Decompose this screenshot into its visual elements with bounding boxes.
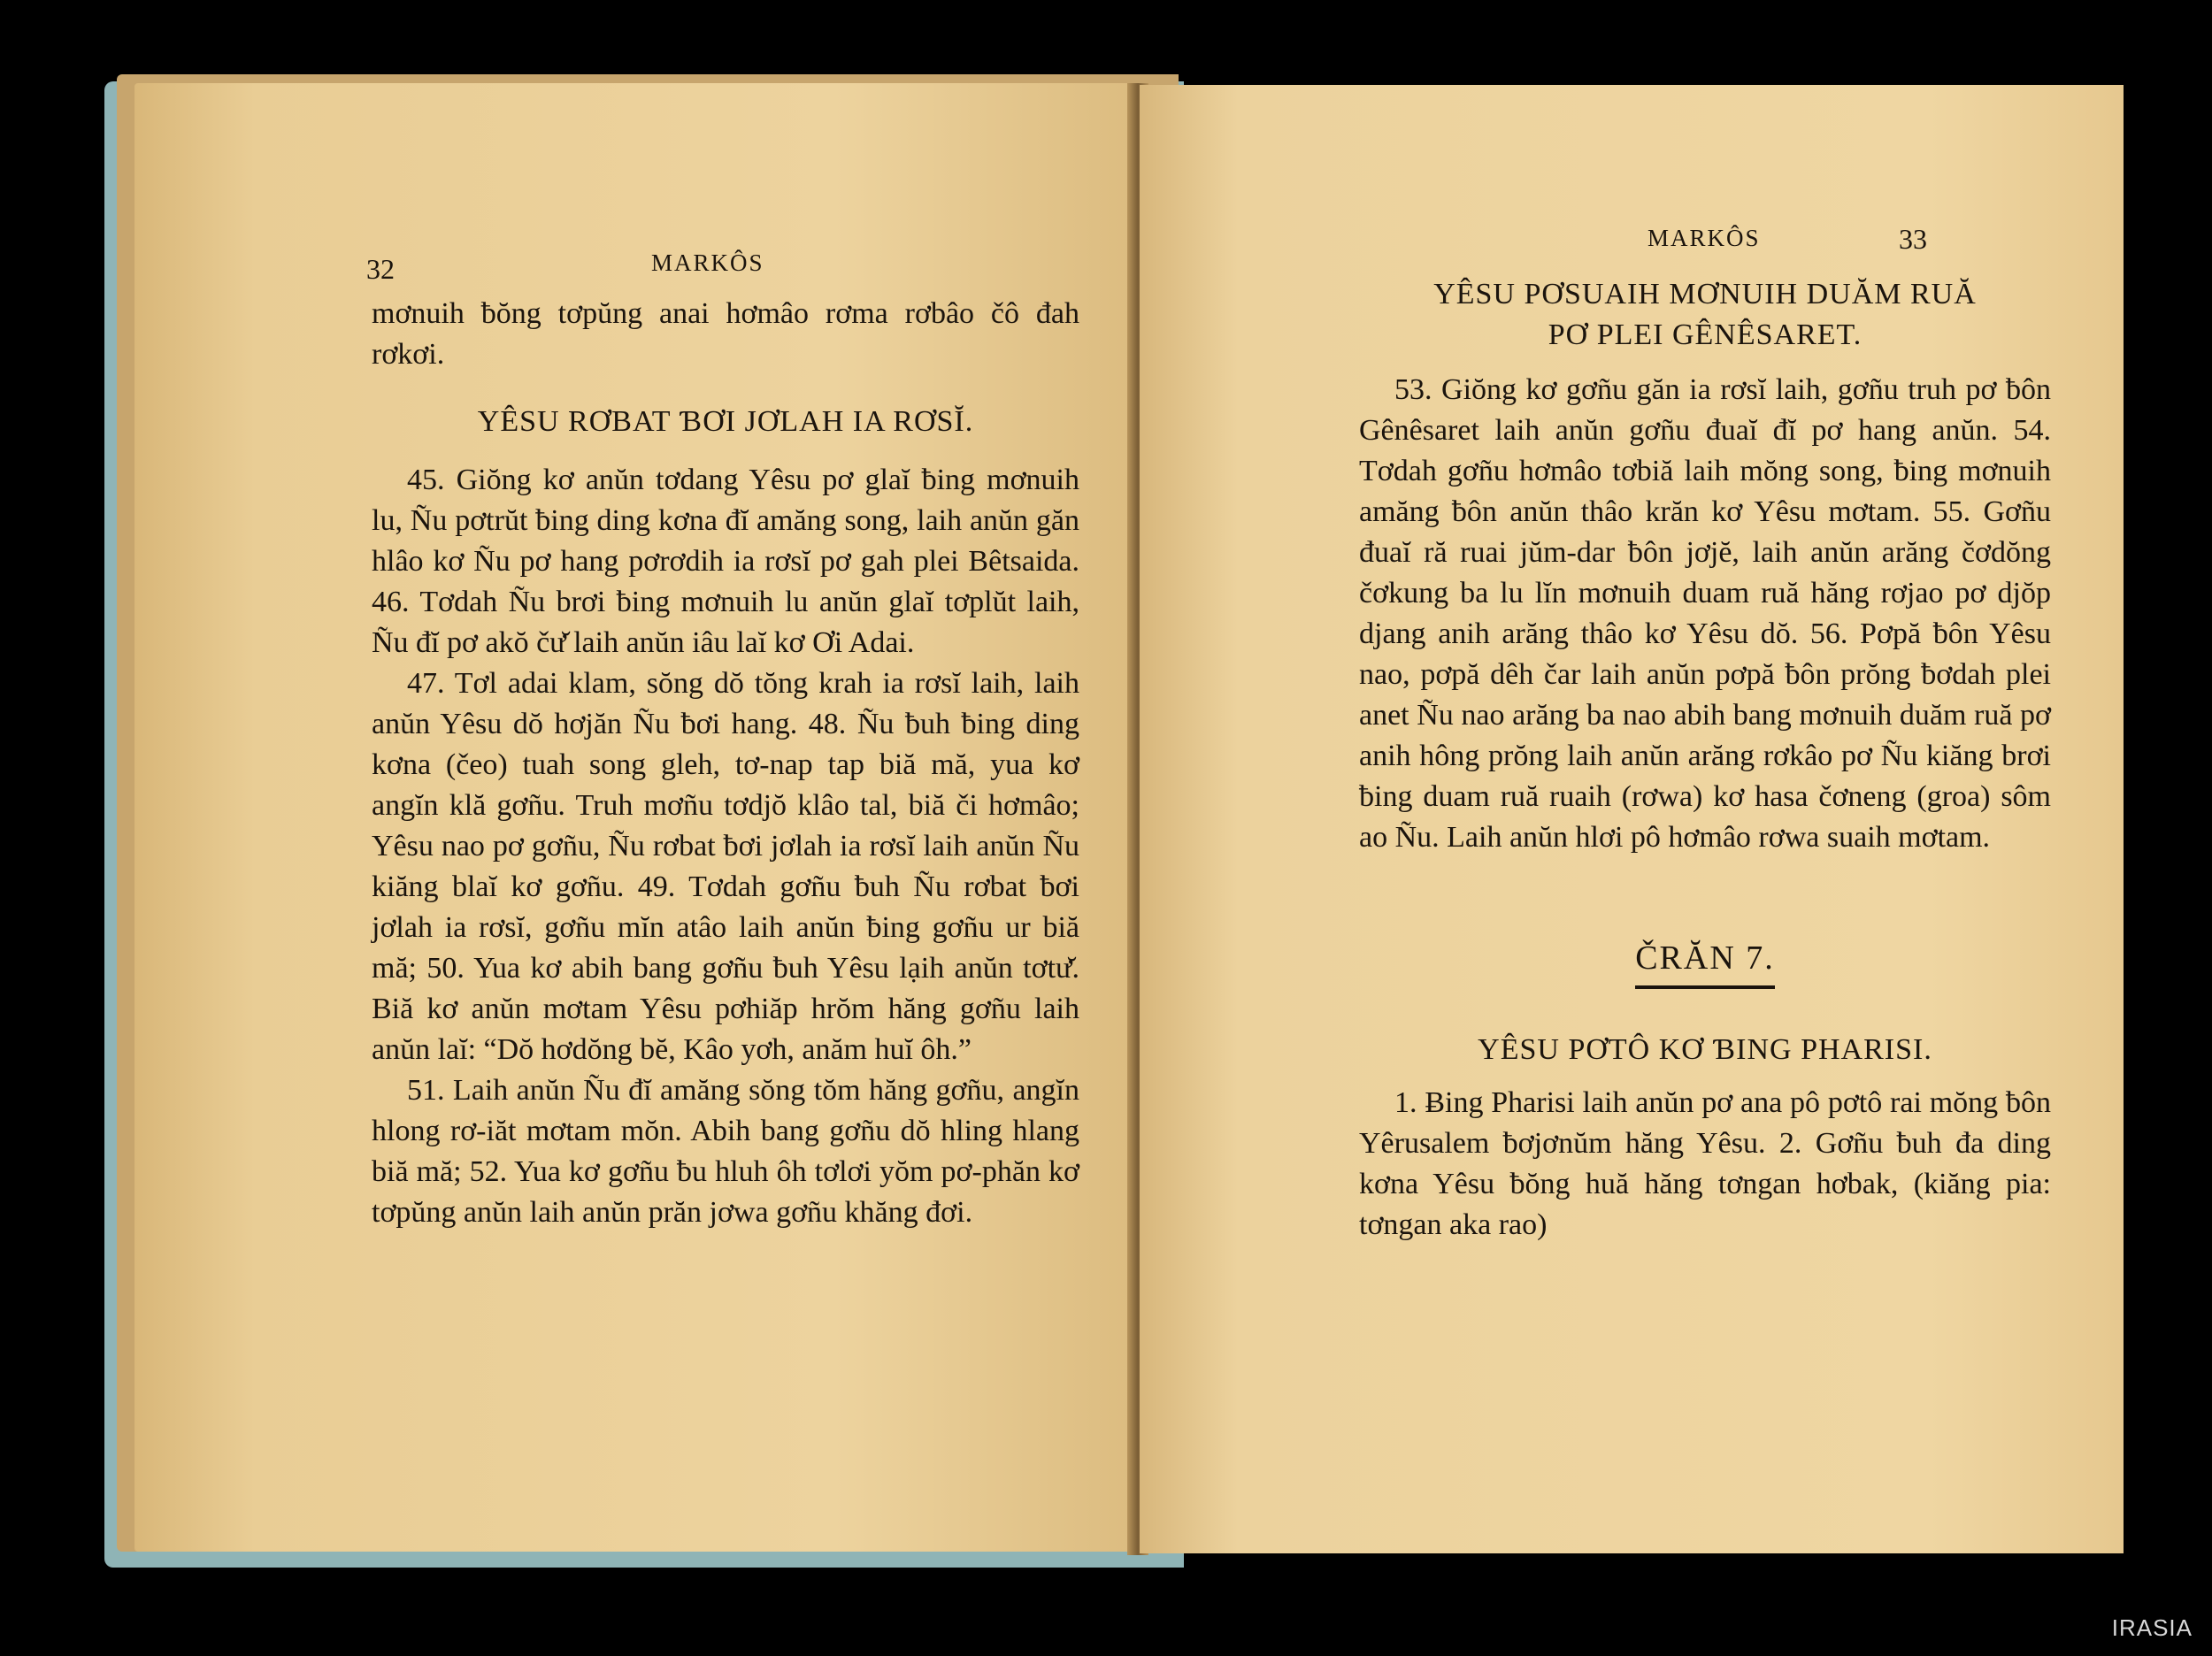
open-book [104,74,2124,1578]
right-section-title-2: YÊSU PƠTÔ KƠ ƁING PHARISI. [1478,1033,1932,1066]
left-text-block [372,294,1079,1233]
left-page [134,83,1134,1552]
right-section-title-line2: PƠ PLEI GÊNÊSARET. [1548,318,1863,351]
right-section-title-line1: YÊSU PƠSUAIH MƠNUIH DUĂM RUĂ [1433,278,1977,310]
left-running-head: MARKÔS [651,249,764,276]
right-running-head: MARKÔS [1647,225,1761,251]
left-paragraph-3: 51. Laih anŭn Ñu đĭ amăng sŏng tŏm hăng gơñu, angĭn hlong rơ-iăt mơtam mŏn. Abih bang gơñu dŏ hling hlang biă mă; 52. Yua kơ gơñu ƀu hluh ôh tơlơi yŏm pơ-phăn kơ tơpŭng anŭn laih anŭn prăn jơwa gơñu khăng đơi. [372,1074,1079,1229]
left-page-number: 32 [366,253,395,285]
right-paragraph-1: 53. Giŏng kơ gơñu găn ia rơsĭ laih, gơñu truh pơ ƀôn Gênêsaret laih anŭn gơñu đuaĭ đĭ pơ hang anŭn. 54. Tơdah gơñu hơmâo tơbiă laih mŏng song, ƀing mơnuih amăng ƀôn anŭn thâo krăn kơ Yêsu mơtam. 55. Gơñu đuaĭ ră ruai jŭm-dar ƀôn jơjĕ, laih anŭn arăng čơdŏng čơkung ba lu lĭn mơnuih duam ruă hăng rơjao pơ djŏp djang anih arăng thâo kơ Yêsu dŏ. 56. Pơpă ƀôn Yêsu nao, pơpă dêh čar laih anŭn pơpă ƀôn prŏng ƀơdah plei anet Ñu nao arăng ba nao abih bang mơnuih duăm ruă pơ anih hông prŏng laih anŭn arăng rơkâo pơ Ñu kiăng brơi ƀing duam ruă ruaih (rơwa) kơ hasa čơneng (groa) sôm ao Ñu. Laih anŭn hlơi pô hơmâo rơwa suaih mơtam. [1359,373,2051,854]
left-paragraph-1: 45. Giŏng kơ anŭn tơdang Yêsu pơ glaĭ ƀing mơnuih lu, Ñu pơtrŭt ƀing ding kơna đĭ amăng song, laih anŭn găn hlâo kơ Ñu pơ hang pơrơdih ia rơsĭ pơ gah plei Bêtsaida. 46. Tơdah Ñu brơi ƀing mơnuih lu anŭn glaĭ tơplŭt laih, Ñu đĭ pơ akŏ čư̆ laih anŭn iâu laĭ kơ Ơi Adai. [372,464,1079,659]
left-paragraph-2: 47. Tơl adai klam, sŏng dŏ tŏng krah ia rơsĭ laih, laih anŭn Yêsu dŏ hơjăn Ñu ƀơi hang. 48. Ñu ƀuh ƀing ding kơna (čeo) tuah song gleh, tơ-nap tap biă mă, yua kơ angĭn klă gơñu. Truh mơñu tơdjŏ klâo tal, biă či hơmâo; Yêsu nao pơ gơñu, Ñu rơbat ƀơi jơlah ia rơsĭ laih anŭn Ñu kiăng blaĭ kơ gơñu. 49. Tơdah gơñu ƀuh Ñu rơbat ƀơi jơlah ia rơsĭ, gơñu mĭn atâo laih anŭn ƀing gơñu ur biă mă; 50. Yua kơ abih bang gơñu ƀuh Yêsu lạih anŭn tơtư̆. Biă kơ anŭn mơtam Yêsu pơhiăp hrŏm hăng gơñu laih anŭn laĭ: “Dŏ hơdŏng bĕ, Kâo yơh, anăm huĭ ôh.” [372,667,1079,1066]
chapter-heading [1359,938,2051,978]
continuation-text: mơnuih ƀŏng tơpŭng anai hơmâo rơma rơbâo čô đah rơkơi. [372,297,1079,371]
right-text-block [1359,274,2051,1246]
left-section-title: YÊSU RƠBAT ƁƠI JƠLAH IA RƠSĬ. [477,405,974,438]
right-paragraph-2: 1. Ƀing Pharisi laih anŭn pơ ana pô pơtô rai mŏng ƀôn Yêrusalem ƀơjơnŭm hăng Yêsu. 2. Gơñu ƀuh đa ding kơna Yêsu ƀŏng huă hăng tơngan hơbak, (kiăng pia: tơngan aka rao) [1359,1086,2051,1241]
chapter-heading-text: ČRĂN 7. [1635,939,1775,989]
watermark: IRASIA [2111,1614,2193,1641]
right-page [1140,85,2124,1553]
right-page-number: 33 [1899,223,1927,255]
